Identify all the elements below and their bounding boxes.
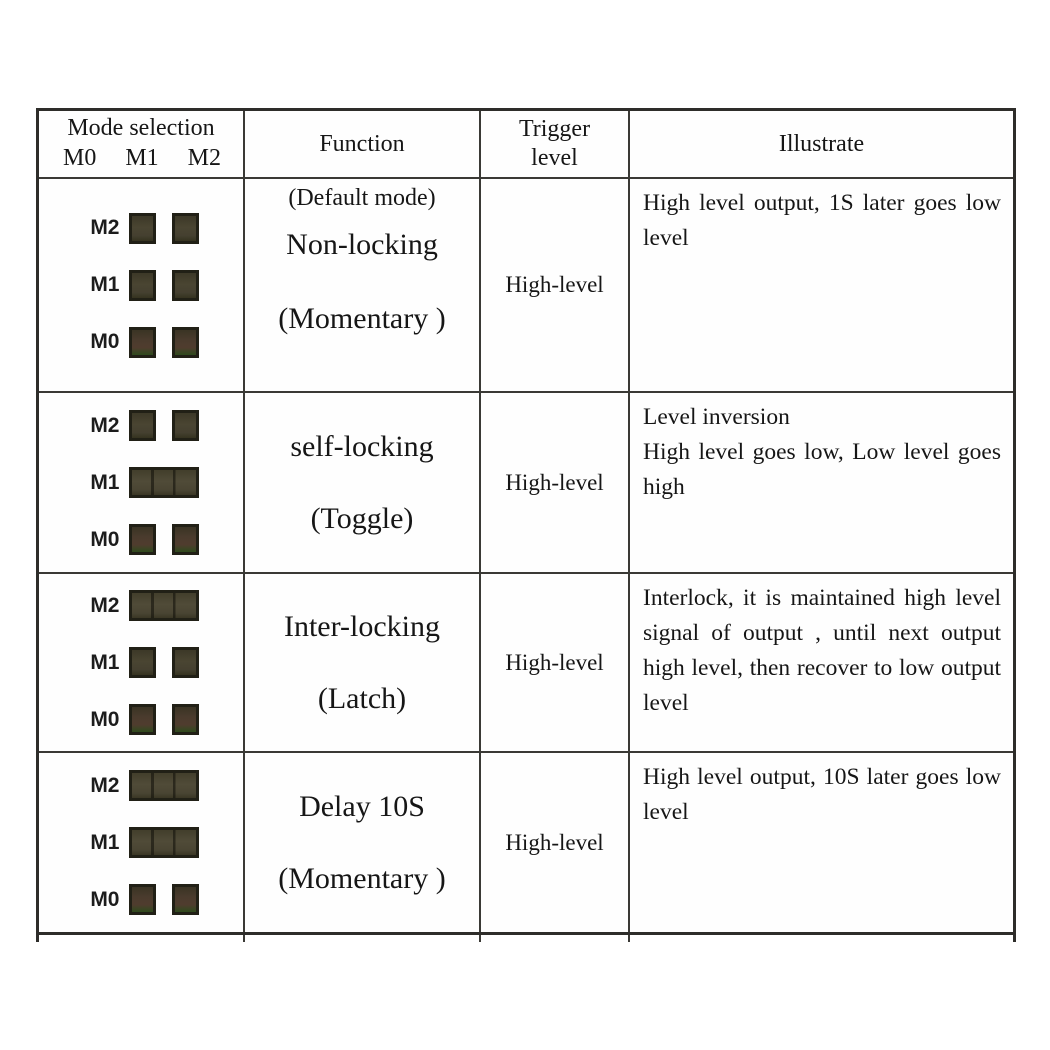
row4-function-name: Delay 10S: [299, 789, 425, 823]
row3-jumper-m0: [84, 704, 199, 735]
row4-jumper-m1-pads: [129, 827, 199, 858]
row2-trigger-level: High-level: [481, 393, 630, 574]
row2-jumper-m2: [84, 410, 199, 441]
row1-function-note: (Default mode): [288, 185, 436, 211]
row1-jumper-m0-pads: [129, 327, 199, 358]
row4-function-alias: (Momentary ): [278, 861, 446, 895]
pin-label-m1: M1: [125, 145, 159, 171]
row3-jumper-m2: [84, 590, 199, 621]
row1-jumper-m1-pads: [129, 270, 199, 301]
row4-trigger-level: High-level: [481, 753, 630, 932]
next-row-cutoff: [36, 935, 1016, 942]
row4-jumper-m0: [84, 884, 199, 915]
row3-illustrate-text: Interlock, it is maintained high level signal of output , until next output high level, then recover to low output level: [643, 585, 1001, 716]
row1-jumper-m0: [84, 327, 199, 358]
row3-jumper-m0-pads: [129, 704, 199, 735]
row4-jumper-m2-label: M2: [90, 773, 120, 797]
row4-jumper-m1: [84, 827, 199, 858]
row2-jumper-diagram: [39, 393, 245, 574]
row2-jumper-m0: [84, 524, 199, 555]
row3-jumper-m2-pads: [129, 590, 199, 621]
row2-jumper-m1-label: M1: [90, 470, 120, 494]
row3-jumper-m2-label: M2: [90, 593, 120, 617]
row2-jumper-m2-pads: [129, 410, 199, 441]
row4-jumper-diagram: [39, 753, 245, 932]
row3-jumper-m1: [84, 647, 199, 678]
row2-illustrate-line1: Level inversion: [643, 404, 790, 430]
row4-illustrate-text: High level output, 10S later goes low level: [643, 764, 1001, 825]
row1-trigger-level: High-level: [481, 179, 630, 393]
header-illustrate: Illustrate: [630, 111, 1013, 179]
mode-selection-table: [36, 108, 1016, 935]
row2-function-alias: (Toggle): [310, 501, 414, 535]
row3-function-cell: [245, 574, 481, 753]
row1-function-alias: (Momentary ): [278, 302, 446, 335]
row1-illustrate: [630, 179, 1013, 393]
header-function: Function: [245, 111, 481, 179]
row4-jumper-m1-label: M1: [90, 830, 120, 854]
row2-jumper-m0-pads: [129, 524, 199, 555]
row3-trigger-level: High-level: [481, 574, 630, 753]
row2-jumper-m2-label: M2: [90, 413, 120, 437]
row4-jumper-m2-pads: [129, 770, 199, 801]
row2-function-name: self-locking: [290, 429, 434, 463]
row4-function-cell: [245, 753, 481, 932]
row1-function-name: Non-locking: [286, 228, 438, 261]
row1-jumper-m2: [84, 213, 199, 244]
row2-jumper-m1: [84, 467, 199, 498]
row1-jumper-m1: [84, 270, 199, 301]
pin-label-m2: M2: [187, 145, 221, 171]
pin-label-m0: M0: [63, 145, 97, 171]
row4-jumper-m0-pads: [129, 884, 199, 915]
row1-function-cell: [245, 179, 481, 393]
row1-jumper-m2-pads: [129, 213, 199, 244]
row4-illustrate: [630, 753, 1013, 932]
row1-jumper-m1-label: M1: [90, 273, 120, 296]
row4-jumper-m0-label: M0: [90, 887, 120, 911]
row3-jumper-m1-pads: [129, 647, 199, 678]
row2-illustrate-line2: High level goes low, Low level goes high: [643, 439, 1001, 500]
row1-jumper-m0-label: M0: [90, 330, 120, 353]
row2-illustrate: [630, 393, 1013, 574]
row2-jumper-m1-pads: [129, 467, 199, 498]
manual-table-sheet: [36, 108, 1016, 942]
row1-jumper-diagram: [39, 179, 245, 393]
row2-jumper-m0-label: M0: [90, 527, 120, 551]
header-trigger-level: Trigger level: [481, 111, 630, 179]
row3-illustrate: [630, 574, 1013, 753]
row1-jumper-m2-label: M2: [90, 216, 120, 239]
row3-jumper-m1-label: M1: [90, 650, 120, 674]
row2-function-cell: [245, 393, 481, 574]
header-mode-selection-title: Mode selection: [67, 115, 215, 141]
header-pin-labels: [39, 143, 243, 175]
row4-jumper-m2: [84, 770, 199, 801]
header-mode-selection: [39, 111, 245, 179]
row1-illustrate-text: High level output, 1S later goes low level: [643, 190, 1001, 251]
row3-function-name: Inter-locking: [283, 609, 440, 643]
row3-function-alias: (Latch): [317, 681, 407, 715]
row3-jumper-diagram: [39, 574, 245, 753]
row3-jumper-m0-label: M0: [90, 707, 120, 731]
